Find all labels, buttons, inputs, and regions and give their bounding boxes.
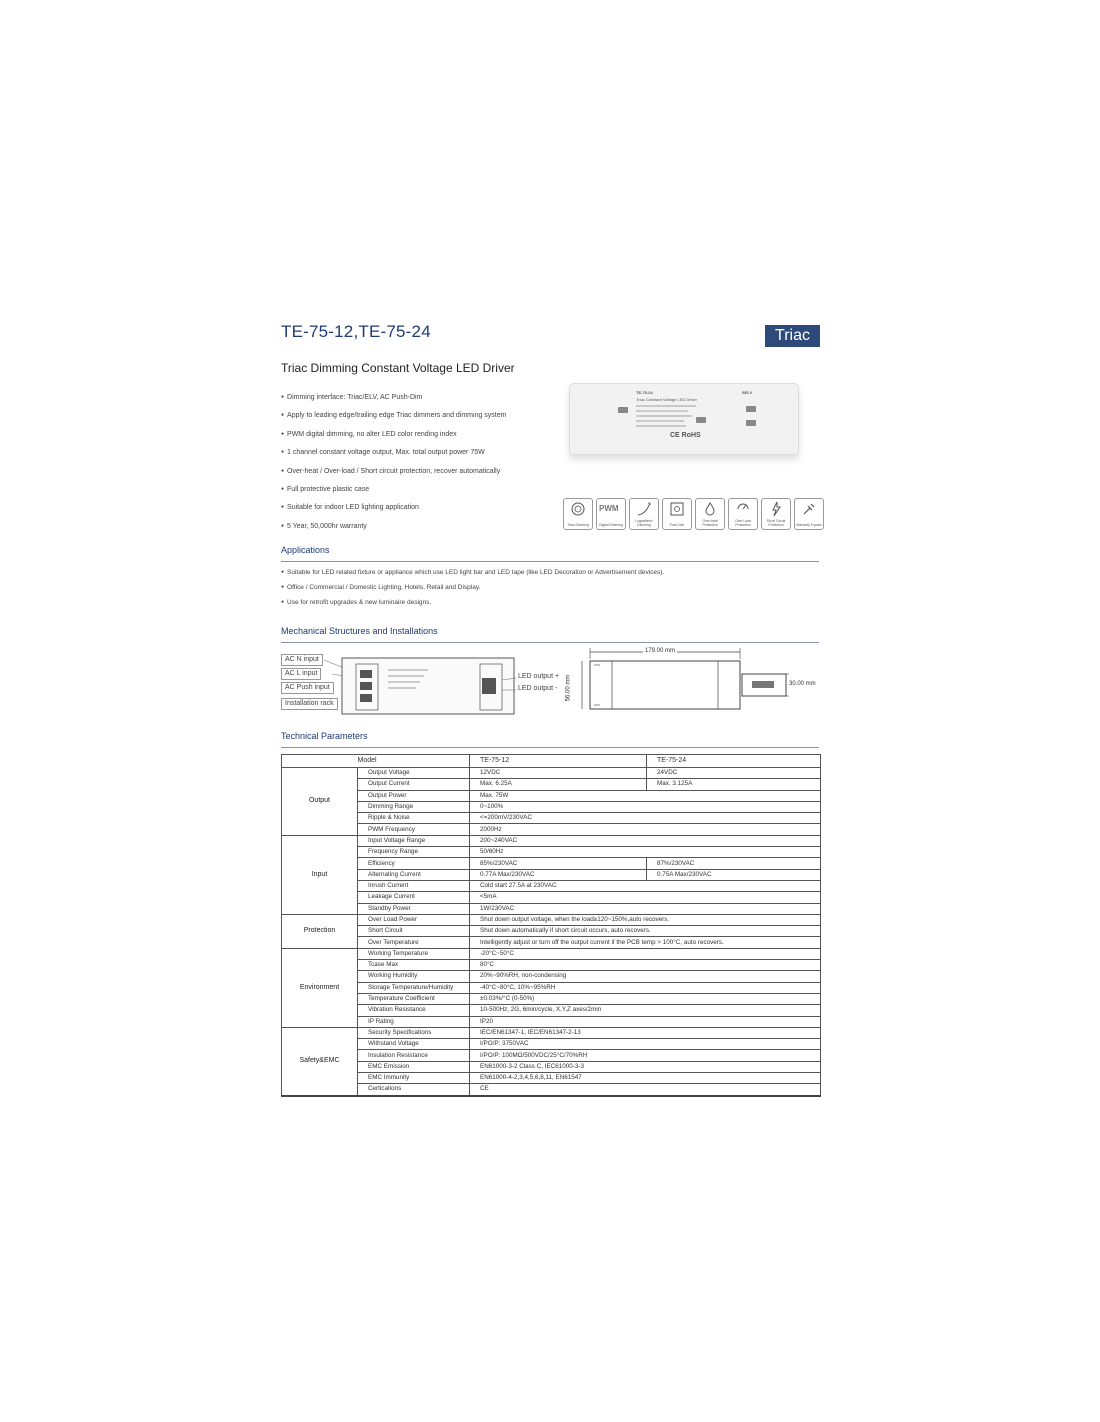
icon-caption: Over-heat Protection: [702, 519, 718, 528]
value-cell: CE: [470, 1084, 821, 1096]
pwm-icon: [596, 498, 626, 530]
table-row: [282, 892, 821, 903]
feature-item: ● Apply to leading edge/trailing edge Triac dimmers and dimming system: [281, 406, 581, 424]
table-row: [282, 914, 821, 925]
table-row: [282, 768, 821, 779]
section-divider: [281, 642, 819, 643]
page-title: TE-75-12,TE-75-24: [281, 322, 431, 341]
value-cell: 0~100%: [470, 801, 821, 812]
param-cell: Working Temperature: [358, 948, 470, 959]
param-cell: Working Humidity: [358, 971, 470, 982]
param-cell: Input Voltage Range: [358, 835, 470, 846]
product-brand-label: SELV: [742, 390, 753, 395]
table-row: [282, 926, 821, 937]
header-model-cell: Model: [358, 755, 470, 768]
value-cell: <=200mV/230VAC: [470, 813, 821, 824]
table-row: [282, 779, 821, 790]
feature-item: ● Suitable for indoor LED lighting application: [281, 498, 581, 516]
height-dimension: 30.00 mm: [789, 681, 816, 687]
pwm-glyph: PWM: [599, 504, 619, 513]
terminal-block: [618, 407, 628, 413]
value-cell: I/PO/P: 100MΩ/500VDC/25°C/70%RH: [470, 1050, 821, 1061]
param-cell: Standby Power: [358, 903, 470, 914]
table-row: [282, 1073, 821, 1084]
feature-item: ● Full protective plastic case: [281, 480, 581, 498]
led-output-plus-label: LED output +: [518, 673, 560, 680]
table-row: [282, 982, 821, 993]
icon-caption: Digital Dimming: [599, 523, 623, 528]
param-cell: Frequency Range: [358, 847, 470, 858]
param-cell: Output Current: [358, 779, 470, 790]
param-cell: EMC Immunity: [358, 1073, 470, 1084]
table-row: [282, 869, 821, 880]
value-cell: -40°C~80°C, 10%~95%RH: [470, 982, 821, 993]
mechanical-heading: Mechanical Structures and Installations: [281, 626, 438, 636]
installation-rack-label: Installation rack: [281, 698, 338, 710]
param-cell: Certications: [358, 1084, 470, 1096]
table-row: [282, 813, 821, 824]
feature-list: [281, 388, 581, 535]
feature-icons: [563, 498, 824, 530]
value-cell: 0.77A Max/230VAC: [470, 869, 647, 880]
icon-caption: Short Circuit Protection: [766, 519, 786, 528]
label-line: [636, 410, 688, 412]
param-cell: Temperature Coefficient: [358, 993, 470, 1004]
table-header-row: [282, 755, 821, 768]
label-line: [636, 420, 684, 422]
product-subtitle-label: Triac Constant Voltage LED Driver: [636, 397, 697, 402]
table-row: [282, 1005, 821, 1016]
label-line: [636, 405, 696, 407]
table-row: [282, 801, 821, 812]
feature-item: ● Over-heat / Over-load / Short circuit protection, recover automatically: [281, 462, 581, 480]
param-cell: Withstand Voltage: [358, 1039, 470, 1050]
technical-parameters-table: [281, 754, 821, 1097]
value-cell: I/PO/P: 3750VAC: [470, 1039, 821, 1050]
application-item: ● Office / Commercial / Domestic Lighting, Hotels, Retail and Display.: [281, 584, 480, 591]
value-cell: Max. 6.25A: [470, 779, 647, 790]
table-row: [282, 937, 821, 948]
param-cell: Over Load Power: [358, 914, 470, 925]
group-cell: Environment: [282, 948, 358, 1027]
value-cell: 24VDC: [647, 768, 821, 779]
feature-item: ● 1 channel constant voltage output, Max. total output power 75W: [281, 443, 581, 461]
short-circuit-icon: [761, 498, 791, 530]
group-cell: Output: [282, 768, 358, 836]
length-dimension: 179.00 mm: [645, 648, 676, 654]
icon-caption: Logarithmic Dimming: [635, 519, 653, 528]
ac-l-input-label: AC L input: [281, 668, 321, 680]
over-load-icon: [728, 498, 758, 530]
param-cell: Inrush Current: [358, 880, 470, 891]
value-cell: Shut down output voltage, when the load≥120~150%,auto recovers.: [470, 914, 821, 925]
value-cell: 87%/230VAC: [647, 858, 821, 869]
value-cell: 80°C: [470, 960, 821, 971]
section-divider: [281, 561, 819, 562]
table-row: [282, 835, 821, 846]
top-view-drawing: [570, 645, 745, 717]
technical-heading: Technical Parameters: [281, 731, 368, 741]
section-divider: [281, 747, 819, 748]
header-col1-cell: TE-75-12: [470, 755, 647, 768]
triac-badge: Triac: [765, 325, 820, 347]
value-cell: <5mA: [470, 892, 821, 903]
table-row: [282, 858, 821, 869]
group-cell: Input: [282, 835, 358, 914]
value-cell: Shut down automatically if short circuit occurs, auto recovers.: [470, 926, 821, 937]
value-cell: 12VDC: [470, 768, 647, 779]
value-cell: 10-500Hz, 2G, 6min/cycle, X,Y,Z axes/2min: [470, 1005, 821, 1016]
application-item: ● Use for retrofit upgrades & new luminaire designs.: [281, 599, 431, 606]
feature-item: ● Dimming interface: Triac/ELV, AC Push-Dim: [281, 388, 581, 406]
value-cell: IEC/EN61347-1, IEC/EN61347-2-13: [470, 1027, 821, 1038]
table-row: [282, 790, 821, 801]
value-cell: IP20: [470, 1016, 821, 1027]
table-row: [282, 1061, 821, 1072]
value-cell: EN61000-3-2 Class C, IEC61000-3-3: [470, 1061, 821, 1072]
value-cell: 200~240VAC: [470, 835, 821, 846]
side-view-drawing: [740, 668, 790, 702]
width-dimension: 56.00 mm: [565, 674, 572, 702]
icon-caption: Triac Dimming: [567, 523, 589, 528]
param-cell: IP Rating: [358, 1016, 470, 1027]
feature-item: ● 5 Year, 50,000hr warranty: [281, 517, 581, 535]
value-cell: 50/60Hz: [470, 847, 821, 858]
value-cell: ±0.03%/°C (0-50%): [470, 993, 821, 1004]
group-cell: Protection: [282, 914, 358, 948]
ac-push-input-label: AC Push input: [281, 682, 334, 694]
push-dim-icon: [662, 498, 692, 530]
table-row: [282, 1016, 821, 1027]
value-cell: 2000Hz: [470, 824, 821, 835]
applications-heading: Applications: [281, 545, 330, 555]
value-cell: Intelligently adjust or turn off the output current if the PCB temp > 100°C, auto recovers.: [470, 937, 821, 948]
table-row: [282, 903, 821, 914]
param-cell: Tcase Max: [358, 960, 470, 971]
icon-caption: Warranty 5 years: [796, 523, 822, 528]
param-cell: Over Temperature: [358, 937, 470, 948]
value-cell: 1W/230VAC: [470, 903, 821, 914]
group-cell: Safety&EMC: [282, 1027, 358, 1095]
param-cell: Output Power: [358, 790, 470, 801]
header-blank-cell: [282, 755, 358, 768]
param-cell: Output Voltage: [358, 768, 470, 779]
param-cell: EMC Emission: [358, 1061, 470, 1072]
table-row: [282, 971, 821, 982]
param-cell: Leakage Current: [358, 892, 470, 903]
value-cell: Cold start 27.5A at 230VAC: [470, 880, 821, 891]
table-row: [282, 824, 821, 835]
value-cell: 20%~90%RH, non-condensing: [470, 971, 821, 982]
value-cell: -20°C~50°C: [470, 948, 821, 959]
table-row: [282, 993, 821, 1004]
param-cell: Vibration Resistance: [358, 1005, 470, 1016]
table-row: [282, 948, 821, 959]
label-line: [636, 415, 692, 417]
value-cell: 85%/230VAC: [470, 858, 647, 869]
led-output-minus-label: LED output -: [518, 685, 558, 692]
table-row: [282, 847, 821, 858]
warranty-icon: [794, 498, 824, 530]
terminal-block: [696, 417, 706, 423]
table-row: [282, 880, 821, 891]
value-cell: EN61000-4-2,3,4,5,6,8,11, EN61547: [470, 1073, 821, 1084]
icon-caption: Push Dim: [669, 523, 685, 528]
application-item: ● Suitable for LED related fixture or appliance which use LED light bar and LED tape (like LED Decoration or Advertisement devices).: [281, 569, 664, 576]
table-row: [282, 1039, 821, 1050]
label-line: [636, 425, 686, 427]
table-row: [282, 960, 821, 971]
param-cell: Short Circuit: [358, 926, 470, 937]
value-cell: Max. 75W: [470, 790, 821, 801]
param-cell: PWM Frequency: [358, 824, 470, 835]
param-cell: Insulation Resistance: [358, 1050, 470, 1061]
table-row: [282, 1027, 821, 1038]
header-col2-cell: TE-75-24: [647, 755, 821, 768]
param-cell: Storage Temperature/Humidity: [358, 982, 470, 993]
table-row: [282, 1050, 821, 1061]
terminal-block: [746, 406, 756, 412]
logarithmic-dimming-icon: [629, 498, 659, 530]
triac-dimming-icon: [563, 498, 593, 530]
product-subtitle: Triac Dimming Constant Voltage LED Driver: [281, 361, 515, 375]
param-cell: Alternating Current: [358, 869, 470, 880]
product-photo: [569, 383, 799, 455]
icon-caption: Over Load Protection: [735, 519, 751, 528]
param-cell: Dimming Range: [358, 801, 470, 812]
feature-item: ● PWM digital dimming, no alter LED color rending index: [281, 425, 581, 443]
ce-mark: CE RoHS: [670, 432, 701, 439]
ac-n-input-label: AC N input: [281, 654, 323, 666]
table-body: [282, 768, 821, 1096]
terminal-block: [746, 420, 756, 426]
product-model-label: TE-75-24: [636, 390, 653, 395]
value-cell: 0.75A Max/230VAC: [647, 869, 821, 880]
value-cell: Max. 3.125A: [647, 779, 821, 790]
param-cell: Efficiency: [358, 858, 470, 869]
over-heat-icon: [695, 498, 725, 530]
param-cell: Ripple & Noise: [358, 813, 470, 824]
param-cell: Security Specifications: [358, 1027, 470, 1038]
table-row: [282, 1084, 821, 1096]
